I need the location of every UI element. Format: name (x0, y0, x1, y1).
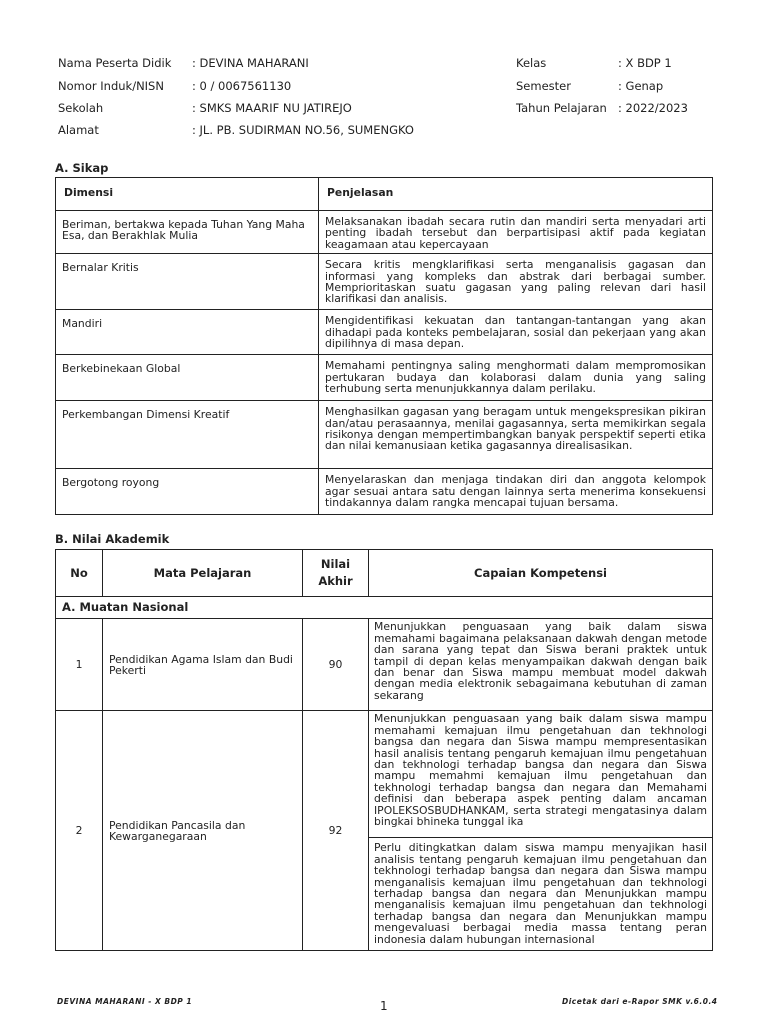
year-value: : 2022/2023 (618, 101, 688, 115)
class-label: Kelas (516, 56, 547, 70)
description-cell: Menyelaraskan dan menjaga tindakan diri dan anggota kelompok agar sesuai antara satu dengan lainnya serta menerima konsekuensi tindakannya dalam rangka mencapai tujuan bersama. (319, 469, 713, 515)
school-label: Sekolah (58, 101, 104, 115)
group-row (56, 597, 713, 619)
dimension-cell: Bergotong royong (56, 469, 319, 515)
table-row (56, 469, 713, 515)
competency-cell: Menunjukkan penguasaan yang baik dalam siswa mampu memahami kemajuan ilmu pengetahuan dan tekhnologi bangsa dan negara dan Siswa mampu mempresentasikan hasil analisis tentang pengaruh kemajuan ilmu pengetahuan dan tekhnologi terhadap bangsa dan negara dan Siswa mampu memahmi kemajuan ilmu pengetahuan dan tekhnologi terhadap bangsa dan negara dan Memahami definisi dan beberapa aspek penting dalam ancaman IPOLEKSOSBUDHANKAM, serta strategi mengatasinya dalam bingkai bhineka tunggal ika (369, 711, 713, 838)
competency-cell-2: Perlu ditingkatkan dalam siswa mampu menyajikan hasil analisis tentang pengaruh kemajuan ilmu pengetahuan dan tekhnologi terhadap bangsa dan negara dan Siswa mampu menganalisis kemajuan ilmu pengetahuan dan tekhnologi terhadap bangsa dan negara dan Menunjukkan mampu menganalisis kemajuan ilmu pengetahuan dan tekhnologi terhadap bangsa dan negara dan Menunjukkan mampu mengevaluasi berbagai media massa tentang peran indonesia dalam hubungan internasional (369, 838, 713, 951)
akademik-col-score (303, 550, 369, 597)
table-row (56, 401, 713, 469)
akademik-col-score-line2: Akhir (318, 574, 353, 588)
section-akademik-title: B. Nilai Akademik (55, 532, 170, 546)
year-label: Tahun Pelajaran (516, 101, 607, 115)
subject-cell: Pendidikan Pancasila dan Kewarganegaraan (103, 711, 303, 951)
akademik-col-subject: Mata Pelajaran (103, 550, 303, 597)
name-value: : DEVINA MAHARANI (192, 56, 309, 70)
table-row (56, 254, 713, 310)
description-cell: Secara kritis mengklarifikasi serta menganalisis gagasan dan informasi yang kompleks dan abstrak dari berbagai sumber. Memprioritaskan suatu gagasan yang paling relevan dari hasil klarifikasi dan analisis. (319, 254, 713, 310)
group-label: A. Muatan Nasional (56, 597, 713, 619)
table-row (56, 355, 713, 401)
description-cell: Memahami pentingnya saling menghormati dalam mempromosikan pertukaran budaya dan kolaborasi dalam dunia yang saling terhubung serta menunjukkannya dalam perilaku. (319, 355, 713, 401)
score-cell: 90 (303, 619, 369, 711)
footer-printed-by: Dicetak dari e-Rapor SMK v.6.0.4 (562, 997, 718, 1006)
description-cell: Melaksanakan ibadah secara rutin dan mandiri serta menyadari arti penting ibadah tersebut dan berpartisipasi aktif pada kegiatan keagamaan atau kepercayaan (319, 211, 713, 254)
score-cell: 92 (303, 711, 369, 951)
akademik-col-score-line1: Nilai (320, 557, 351, 571)
dimension-cell: Bernalar Kritis (56, 254, 319, 310)
table-row (56, 310, 713, 355)
table-row (56, 211, 713, 254)
semester-value: : Genap (618, 79, 664, 93)
competency-cell: Menunjukkan penguasaan yang baik dalam siswa memahami bagaimana pelaksanaan dakwah dengan metode dan sarana yang tepat dan Siswa berani praktek untuk tampil di depan kelas menyampaikan dakwah dengan baik dan benar dan Siswa mampu membuat model dakwah dengan media elektronik sebagaimana kebutuhan di zaman sekarang (369, 619, 713, 711)
sikap-col-dimension: Dimensi (56, 178, 319, 211)
footer-student: DEVINA MAHARANI - X BDP 1 (57, 997, 193, 1006)
table-row (56, 711, 713, 838)
dimension-cell: Mandiri (56, 310, 319, 355)
row-number: 1 (56, 619, 103, 711)
address-label: Alamat (58, 123, 99, 137)
row-number: 2 (56, 711, 103, 951)
dimension-cell: Berkebinekaan Global (56, 355, 319, 401)
akademik-col-no: No (56, 550, 103, 597)
section-sikap-title: A. Sikap (55, 161, 109, 175)
sikap-header-row (56, 178, 713, 211)
semester-label: Semester (516, 79, 571, 93)
subject-cell: Pendidikan Agama Islam dan Budi Pekerti (103, 619, 303, 711)
description-cell: Menghasilkan gagasan yang beragam untuk mengekspresikan pikiran dan/atau perasaannya, menilai gagasannya, serta memikirkan segala risikonya dengan mempertimbangkan banyak perspektif seperti etika dan nilai kemanusiaan ketika gagasannya direalisasikan. (319, 401, 713, 469)
akademik-col-competency: Capaian Kompetensi (369, 550, 713, 597)
dimension-cell: Perkembangan Dimensi Kreatif (56, 401, 319, 469)
nisn-label: Nomor Induk/NISN (58, 79, 164, 93)
school-value: : SMKS MAARIF NU JATIREJO (192, 101, 352, 115)
table-row (56, 619, 713, 711)
address-value: : JL. PB. SUDIRMAN NO.56, SUMENGKO (192, 123, 414, 137)
sikap-col-description: Penjelasan (319, 178, 713, 211)
page-number: 1 (380, 999, 388, 1013)
dimension-cell: Beriman, bertakwa kepada Tuhan Yang Maha Esa, dan Berakhlak Mulia (56, 211, 319, 254)
class-value: : X BDP 1 (618, 56, 672, 70)
nisn-value: : 0 / 0067561130 (192, 79, 292, 93)
sikap-table (55, 177, 713, 515)
name-label: Nama Peserta Didik (58, 56, 172, 70)
akademik-header-row (56, 550, 713, 597)
description-cell: Mengidentifikasi kekuatan dan tantangan-tantangan yang akan dihadapi pada konteks pembelajaran, sosial dan pekerjaan yang akan dipilihnya di masa depan. (319, 310, 713, 355)
akademik-table (55, 549, 713, 951)
